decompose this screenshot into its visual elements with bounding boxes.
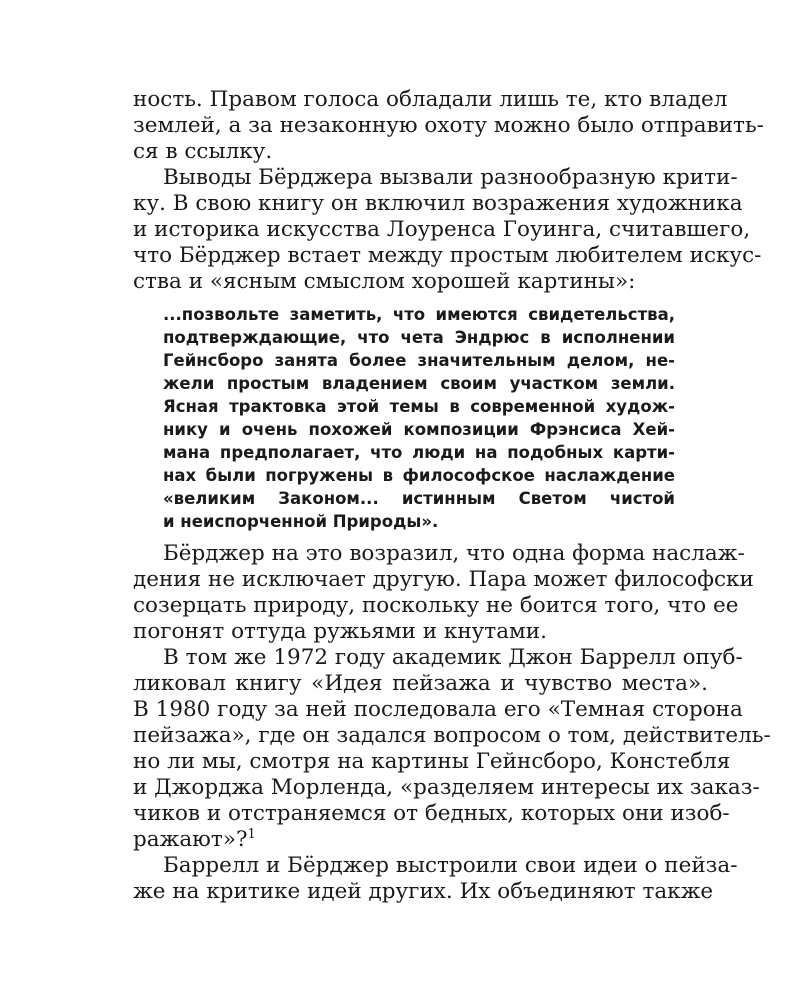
quote-line: и неиспорченной Природы».: [163, 512, 439, 531]
paragraph-line: ства и «ясным смыслом хорошей картины»:: [133, 269, 636, 294]
quote-line: нику и очень похожей композиции Фрэнсиса Хей-: [163, 420, 675, 439]
paragraph-line: Бёрджер на это возразил, что одна форма наслаж-: [163, 541, 745, 566]
paragraph-line: чиков и отстраняемся от бедных, которых они изоб-: [133, 801, 730, 826]
paragraph-line: же на критике идей других. Их объединяют также: [133, 879, 714, 904]
paragraph-line: В том же 1972 году академик Джон Баррелл опуб-: [163, 645, 743, 670]
quote-line: Гейнсборо занята более значительным делом, не-: [163, 351, 675, 370]
paragraph-text: ражают»?: [133, 827, 248, 852]
paragraph-line: что Бёрджер встает между простым любителем искус-: [133, 243, 762, 268]
paragraph-line: ку. В свою книгу он включил возражения художника: [133, 191, 743, 216]
paragraph-line: В 1980 году за ней последовала его «Темная сторона: [133, 697, 743, 722]
paragraph-line: ся в ссылку.: [133, 139, 273, 164]
paragraph-line: погонят оттуда ружьями и кнутами.: [133, 619, 547, 644]
quote-line: мана предполагает, что люди на подобных карти-: [163, 443, 675, 462]
paragraph-line: но ли мы, смотря на картины Гейнсборо, Констебля: [133, 749, 731, 774]
paragraph-line: [133, 827, 708, 853]
paragraph-line: Баррелл и Бёрджер выстроили свои идеи о пейза-: [163, 853, 738, 878]
paragraph-line: дения не исключает другую. Пара может философски: [133, 567, 754, 592]
paragraph-line: землей, а за незаконную охоту можно было отправить-: [133, 113, 764, 138]
quote-line: жели простым владением своим участком земли.: [163, 374, 675, 393]
paragraph-line: созерцать природу, поскольку не боится того, что ее: [133, 593, 739, 618]
quote-line: нах были погружены в философское наслаждение: [163, 466, 675, 485]
paragraph-line: Выводы Бёрджера вызвали разнообразную крити-: [163, 165, 738, 190]
paragraph-line: и Джорджа Морленда, «разделяем интересы их заказ-: [133, 775, 760, 800]
paragraph-line: и историка искусства Лоуренса Гоуинга, считавшего,: [133, 217, 751, 242]
quote-line: ...позвольте заметить, что имеются свидетельства,: [163, 305, 675, 324]
footnote-reference[interactable]: 1: [247, 826, 256, 842]
paragraph-line: ность. Правом голоса обладали лишь те, кто владел: [133, 87, 728, 112]
quote-line: «великим Законом... истинным Светом чистой: [163, 489, 675, 508]
quote-line: подтверждающие, что чета Эндрюс в исполнении: [163, 328, 675, 347]
paragraph-line: ликовал книгу «Идея пейзажа и чувство места».: [133, 671, 708, 696]
paragraph-line: пейзажа», где он задался вопросом о том, действитель-: [133, 723, 771, 748]
quote-line: Ясная трактовка этой темы в современной худож-: [163, 397, 675, 416]
